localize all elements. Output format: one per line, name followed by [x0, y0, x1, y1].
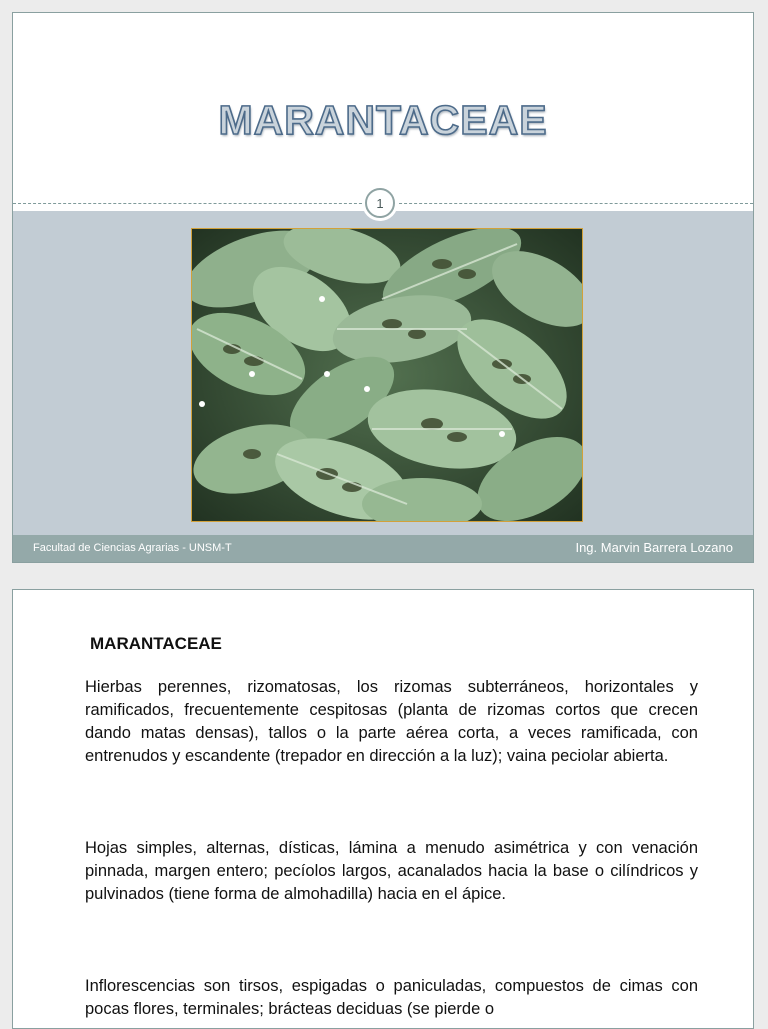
- plant-photo: [191, 228, 583, 522]
- section-heading: MARANTACEAE: [90, 634, 222, 653]
- slide-footer: [13, 535, 753, 562]
- paragraph-habit: Hierbas perennes, rizomatosas, los rizomas subterráneos, horizontales y ramificados, frecuentemente cespitosas (planta de rizomas cortos que crecen dando matas densas), tallos o la parte aérea corta, a veces ramificada, con entrenudos y escandente (trepador en dirección a la luz); vaina peciolar abierta.: [85, 678, 698, 765]
- slide-1: [12, 12, 754, 563]
- footer-institution: Facultad de Ciencias Agrarias - UNSM-T: [33, 542, 232, 554]
- slide-number-badge: 1: [365, 188, 395, 218]
- paragraph-leaves: Hojas simples, alternas, dísticas, lámina a menudo asimétrica y con venación pinnada, margen entero; pecíolos largos, acanalados hacia la base o cilíndricos y pulvinados (tiene forma de almohadilla) hacia en el ápice.: [85, 839, 698, 903]
- slide-2: [12, 589, 754, 1029]
- slide-title: MARANTACEAE: [218, 97, 548, 143]
- paragraph-inflorescence: Inflorescencias son tirsos, espigadas o paniculadas, compuestos de cimas con pocas flores, terminales; brácteas deciduas (se pierde o: [85, 977, 698, 1018]
- leaves-illustration: [192, 229, 582, 521]
- footer-author: Ing. Marvin Barrera Lozano: [575, 540, 733, 555]
